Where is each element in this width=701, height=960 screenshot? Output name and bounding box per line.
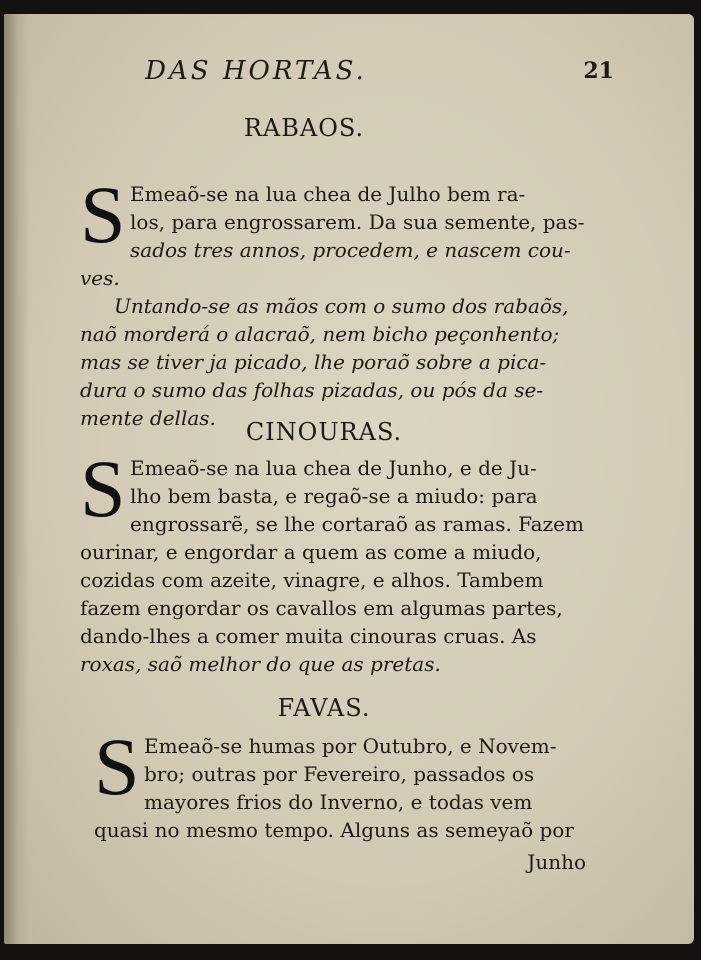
dropcap-letter: S (94, 721, 140, 812)
paragraph-cinouras-b (80, 538, 590, 678)
text-line: lho bem basta, e regaõ-se a miudo: para (130, 484, 538, 508)
dropcap-letter: S (80, 443, 126, 534)
paragraph-rabaos-1 (130, 180, 590, 264)
running-header: DAS HORTAS. (145, 56, 367, 86)
paragraph-cinouras-a (130, 454, 590, 538)
text-line: Emeaõ-se na lua chea de Julho bem ra- (130, 182, 526, 206)
dropcap-letter: S (80, 169, 126, 260)
text-line: quasi no mesmo tempo. Alguns as semeyaõ por (94, 818, 574, 842)
text-line: ves. (80, 266, 120, 290)
text-line: mas se tiver ja picado, lhe poraõ sobre a pica- (80, 350, 547, 374)
paragraph-favas-b (94, 816, 594, 844)
text-line: Untando-se as mãos com o sumo dos rabaõs, (114, 294, 569, 318)
text-line: naõ morderá o alacraõ, nem bicho peçonhento; (80, 322, 560, 346)
text-line: dura o sumo das folhas pizadas, ou pós da se- (80, 378, 544, 402)
paragraph-rabaos-1-end (80, 264, 560, 292)
text-line: los, para engrossarem. Da sua semente, pas- (130, 210, 585, 234)
page-number: 21 (583, 58, 614, 84)
text-line: sados tres annos, procedem, e nascem cou- (130, 238, 571, 262)
book-page (4, 14, 694, 944)
paragraph-favas-a (144, 732, 584, 816)
text-line: fazem engordar os cavallos em algumas partes, (80, 596, 563, 620)
text-line: cozidas com azeite, vinagre, e alhos. Tambem (80, 568, 544, 592)
text-line: roxas, saõ melhor do que as pretas. (80, 652, 441, 676)
text-line: dando-lhes a comer muita cinouras cruas. As (80, 624, 537, 648)
section-heading-rabaos: RABAOS. (243, 114, 365, 142)
section-heading-cinouras: CINOURAS. (245, 418, 403, 446)
text-line: bro; outras por Fevereiro, passados os (144, 762, 535, 786)
catchword: Junho (527, 850, 586, 874)
text-line: Emeaõ-se na lua chea de Junho, e de Ju- (130, 456, 537, 480)
text-line: mente dellas. (80, 406, 216, 430)
text-line: ourinar, e engordar a quem as come a miudo, (80, 540, 542, 564)
text-line: engrossarẽ, se lhe cortaraõ as ramas. Fazem (130, 512, 584, 536)
section-heading-favas: FAVAS. (277, 694, 371, 722)
page-gutter-shadow (4, 14, 30, 944)
text-line: mayores frios do Inverno, e todas vem (144, 790, 533, 814)
text-line: Emeaõ-se humas por Outubro, e Novem- (144, 734, 557, 758)
paragraph-rabaos-2 (80, 292, 600, 432)
